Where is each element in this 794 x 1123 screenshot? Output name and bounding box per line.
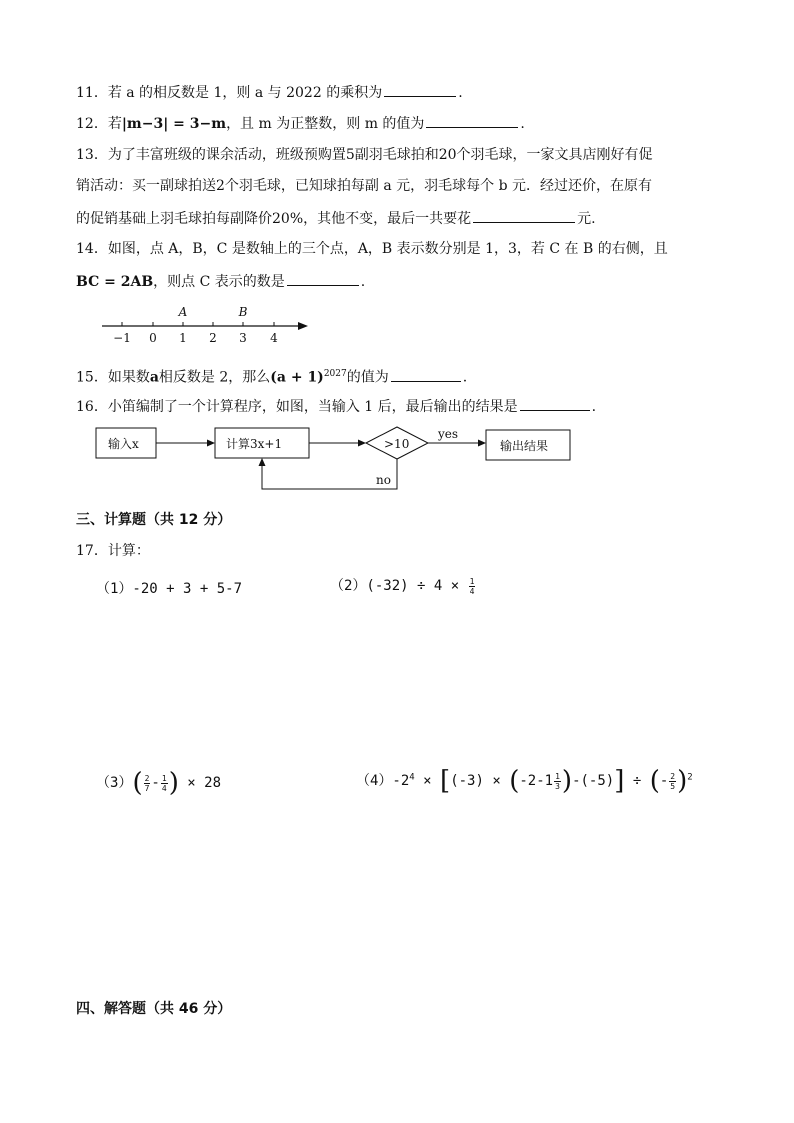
answer-blank-16[interactable]: [520, 396, 590, 411]
arrowhead: [259, 458, 266, 466]
problem-17-4: $(4)-2^4 \times [(-3) \times (-2-1$ $\frac{1}{3}$ )-(-5)] ÷ (- $\frac{2}{5}$ )$^2$: [356, 766, 693, 796]
no-label: no: [376, 473, 391, 487]
question-13-line-3: 的促销基础上羽毛球拍每副降价20%，其他不变，最后一共要花 元.: [76, 208, 596, 229]
answer-blank-12[interactable]: [426, 113, 518, 128]
question-11: 11．若 a 的相反数是 1，则 a 与 2022 的乘积为 .: [76, 82, 463, 103]
problem-17-1: （1）-20 + 3 + 5-7: [96, 581, 243, 597]
problem-17-2: （2）(-32) ÷ 4 × $\frac{1}{4}$: [330, 576, 475, 596]
answer-blank-15[interactable]: [391, 367, 461, 382]
question-16: 16．小笛编制了一个计算程序，如图，当输入 1 后，最后输出的结果是 .: [76, 396, 596, 417]
answer-blank-14[interactable]: [287, 271, 359, 286]
fraction: $\frac{2}{7}$: [144, 773, 150, 793]
point-b-label: B: [238, 305, 248, 319]
tick-label: 4: [270, 331, 278, 345]
problem-17-3: （3）( $\frac{2}{7}$ - $\frac{1}{4}$ ) × 28: [96, 768, 221, 798]
tick-label: 0: [149, 331, 157, 345]
question-12: 12．若|m−3| = 3−m，且 m 为正整数，则 m 的值为 .: [76, 113, 525, 134]
fraction: $\frac{1}{4}$: [469, 576, 475, 596]
tick-label: 2: [209, 331, 217, 345]
fraction: $\frac{1}{4}$: [161, 773, 167, 793]
answer-blank-13[interactable]: [473, 208, 575, 223]
tick-label: 1: [179, 331, 187, 345]
condition-label: >10: [384, 437, 410, 451]
fraction: $\frac{2}{5}$: [670, 771, 676, 791]
number-line: [98, 302, 313, 348]
section-3-heading: 三、计算题（共 12 分）: [76, 512, 232, 528]
question-14-line-2: BC = 2AB，则点 C 表示的数是 .: [76, 271, 365, 292]
section-4-heading: 四、解答题（共 46 分）: [76, 1001, 232, 1017]
tick-label: −1: [113, 331, 131, 345]
point-a-label: A: [178, 305, 188, 319]
flowchart: [94, 424, 574, 494]
input-label: 输入x: [108, 437, 139, 451]
arrowhead: [358, 440, 366, 447]
fraction: $\frac{1}{3}$: [555, 771, 560, 791]
question-13-line-1: 13．为了丰富班级的课余活动，班级预购置5副羽毛球拍和20个羽毛球，一家文具店刚好有促: [76, 147, 653, 163]
answer-blank-11[interactable]: [384, 82, 456, 97]
axis-arrow: [298, 322, 308, 330]
question-14-line-1: 14．如图，点 A，B，C 是数轴上的三个点，A，B 表示数分别是 1，3，若 C 在 B 的右侧，且: [76, 241, 668, 257]
output-label: 输出结果: [500, 439, 549, 453]
question-15: 15．如果数a相反数是 2，那么$(a + 1)^{2027}$的值为 .: [76, 364, 467, 388]
question-13-line-2: 销活动：买一副球拍送2个羽毛球，已知球拍每副 a 元，羽毛球每个 b 元．经过还价，在原有: [76, 178, 653, 194]
compute-label: 计算3x+1: [226, 437, 283, 451]
arrowhead: [207, 440, 215, 447]
question-17-label: 17．计算：: [76, 543, 150, 559]
arrowhead: [478, 440, 486, 447]
yes-label: yes: [438, 427, 459, 441]
tick-label: 3: [239, 331, 247, 345]
